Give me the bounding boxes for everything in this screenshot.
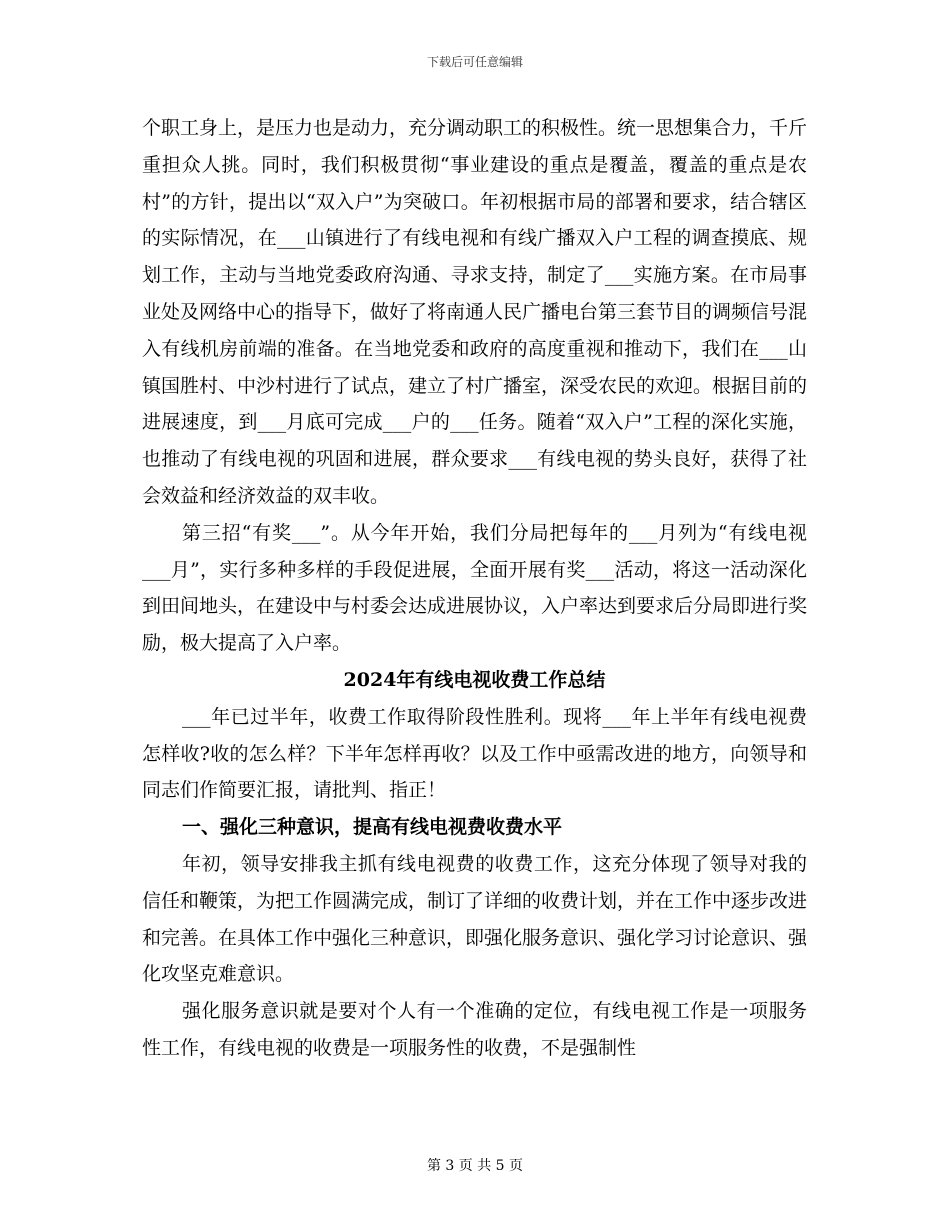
intro-paragraph: ___年已过半年，收费工作取得阶段性胜利。现将___年上半年有线电视费怎样收?收的怎么样？下半年怎样再收？以及工作中亟需改进的地方，向领导和同志们作简要汇报，请批判、指正！ bbox=[142, 705, 807, 802]
body-paragraph-1: 个职工身上，是压力也是动力，充分调动职工的积极性。统一思想集合力，千斤重担众人挑。同时，我们积极贯彻“事业建设的重点是覆盖，覆盖的重点是农村”的方针，提出以“双入户”为突破口。年初根据市局的部署和要求，结合辖区的实际情况，在___山镇进行了有线电视和有线广播双入户工程的调查摸底、规划工作，主动与当地党委政府沟通、寻求支持，制定了___实施方案。在市局事业处及网络中心的指导下，做好了将南通人民广播电台第三套节目的调频信号混入有线机房前端的准备。在当地党委和政府的高度重视和推动下，我们在___山镇国胜村、中沙村进行了试点，建立了村广播室，深受农民的欢迎。根据目前的进展速度，到___月底可完成___户的___任务。随着“双入户”工程的深化实施，也推动了有线电视的巩固和进展，群众要求___有线电视的势头良好，获得了社会效益和经济效益的双丰收。 bbox=[142, 117, 808, 507]
document-body bbox=[142, 110, 807, 1067]
section-paragraph-2: 强化服务意识就是要对个人有一个准确的定位，有线电视工作是一项服务性工作，有线电视的收费是一项服务性的收费，不是强制性 bbox=[142, 1000, 807, 1059]
section-paragraph-1: 年初，领导安排我主抓有线电视费的收费工作，这充分体现了领导对我的信任和鞭策，为把工作圆满完成，制订了详细的收费计划，并在工作中逐步改进和完善。在具体工作中强化三种意识，即强化服务意识、强化学习讨论意识、强化攻坚克难意识。 bbox=[142, 852, 808, 986]
section-heading: 一、强化三种意识，提高有线电视费收费水平 bbox=[182, 816, 563, 839]
body-paragraph-2: 第三招“有奖___”。从今年开始，我们分局把每年的___月列为“有线电视___月”，实行多种多样的手段促进展，全面开展有奖___活动，将这一活动深化到田间地头，在建设中与村委会达成进展协议，入户率达到要求后分局即进行奖励，极大提高了入户率。 bbox=[142, 521, 808, 655]
header-note: 下载后可任意编辑 bbox=[426, 55, 523, 69]
page-number: 第 3 页 共 5 页 bbox=[426, 1158, 524, 1174]
document-title: 2024年有线电视收费工作总结 bbox=[343, 668, 606, 691]
